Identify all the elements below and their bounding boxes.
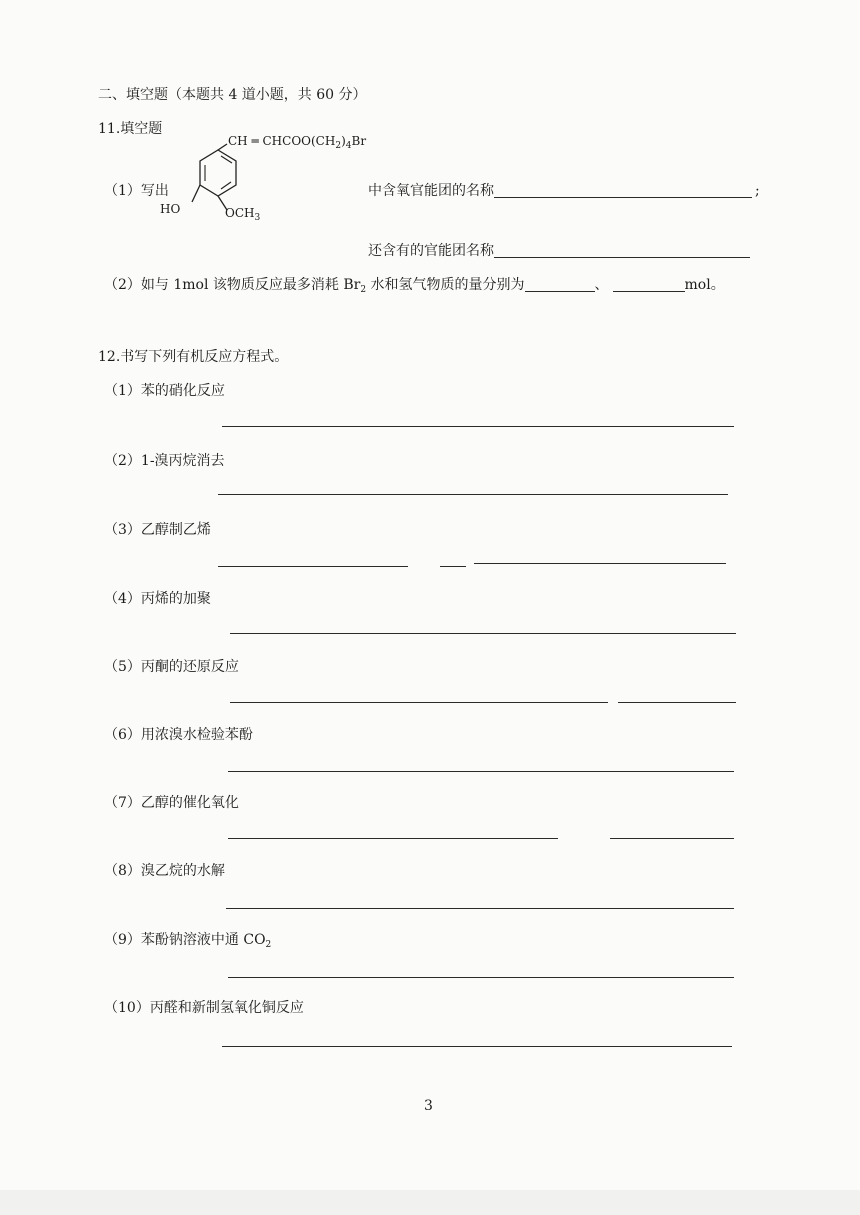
q12-item-6: （6）用浓溴水检验苯酚	[104, 727, 253, 743]
answer-line-7b[interactable]	[610, 838, 734, 839]
q11-part1-line2: 还含有的官能团名称	[368, 240, 750, 260]
q12-item-3: （3）乙醇制乙烯	[104, 522, 211, 538]
answer-line-5b[interactable]	[618, 702, 736, 703]
answer-line-4[interactable]	[230, 633, 736, 634]
q12-item-1: （1）苯的硝化反应	[104, 383, 225, 399]
hydroxyl-label: HO	[160, 202, 181, 216]
substituent-label: CH ═ $CHCOO(CH_2)_4Br$	[228, 134, 367, 151]
q11-part1-prefix: （1）写出	[104, 183, 169, 199]
answer-line-3b[interactable]	[440, 566, 466, 567]
answer-line-1[interactable]	[222, 426, 734, 427]
q12-item-4: （4）丙烯的加聚	[104, 591, 211, 607]
section-heading: 二、填空题（本题共 4 道小题，共 60 分）	[98, 87, 367, 103]
answer-blank-br2[interactable]	[525, 277, 595, 292]
methoxy-label: $OCH_3$	[225, 206, 261, 223]
q11-part1-text: 中含氧官能团的名称 ;	[368, 183, 760, 199]
q12-item-5: （5）丙酮的还原反应	[104, 659, 239, 675]
q11-title: 11.填空题	[98, 121, 163, 137]
q12-item-2: （2）1-溴丙烷消去	[104, 453, 225, 469]
answer-line-2[interactable]	[218, 494, 728, 495]
q12-item-7: （7）乙醇的催化氧化	[104, 795, 239, 811]
q12-title: 12.书写下列有机反应方程式。	[98, 349, 289, 365]
q12-item-10: （10）丙醛和新制氢氧化铜反应	[104, 1000, 304, 1016]
answer-line-6[interactable]	[228, 771, 734, 772]
q12-item-8: （8）溴乙烷的水解	[104, 863, 225, 879]
answer-blank-other-groups[interactable]	[494, 243, 750, 258]
answer-line-3a[interactable]	[218, 566, 408, 567]
q12-item-9: （9）苯酚钠溶液中通 $CO_2$	[104, 932, 272, 950]
page-number: 3	[424, 1098, 433, 1114]
answer-line-8[interactable]	[226, 908, 734, 909]
answer-blank-oxygen-groups[interactable]	[494, 183, 752, 198]
answer-line-3c[interactable]	[474, 563, 726, 564]
answer-line-9[interactable]	[228, 977, 734, 978]
answer-blank-h2[interactable]	[613, 277, 685, 292]
scan-bottom-strip	[0, 1190, 860, 1215]
answer-line-7a[interactable]	[228, 838, 558, 839]
answer-line-10[interactable]	[222, 1046, 732, 1047]
answer-line-5a[interactable]	[230, 702, 608, 703]
q11-part2: （2）如与 1mol 该物质反应最多消耗 $Br_2$ 水和氢气物质的量分别为 、 mol。	[104, 277, 725, 295]
